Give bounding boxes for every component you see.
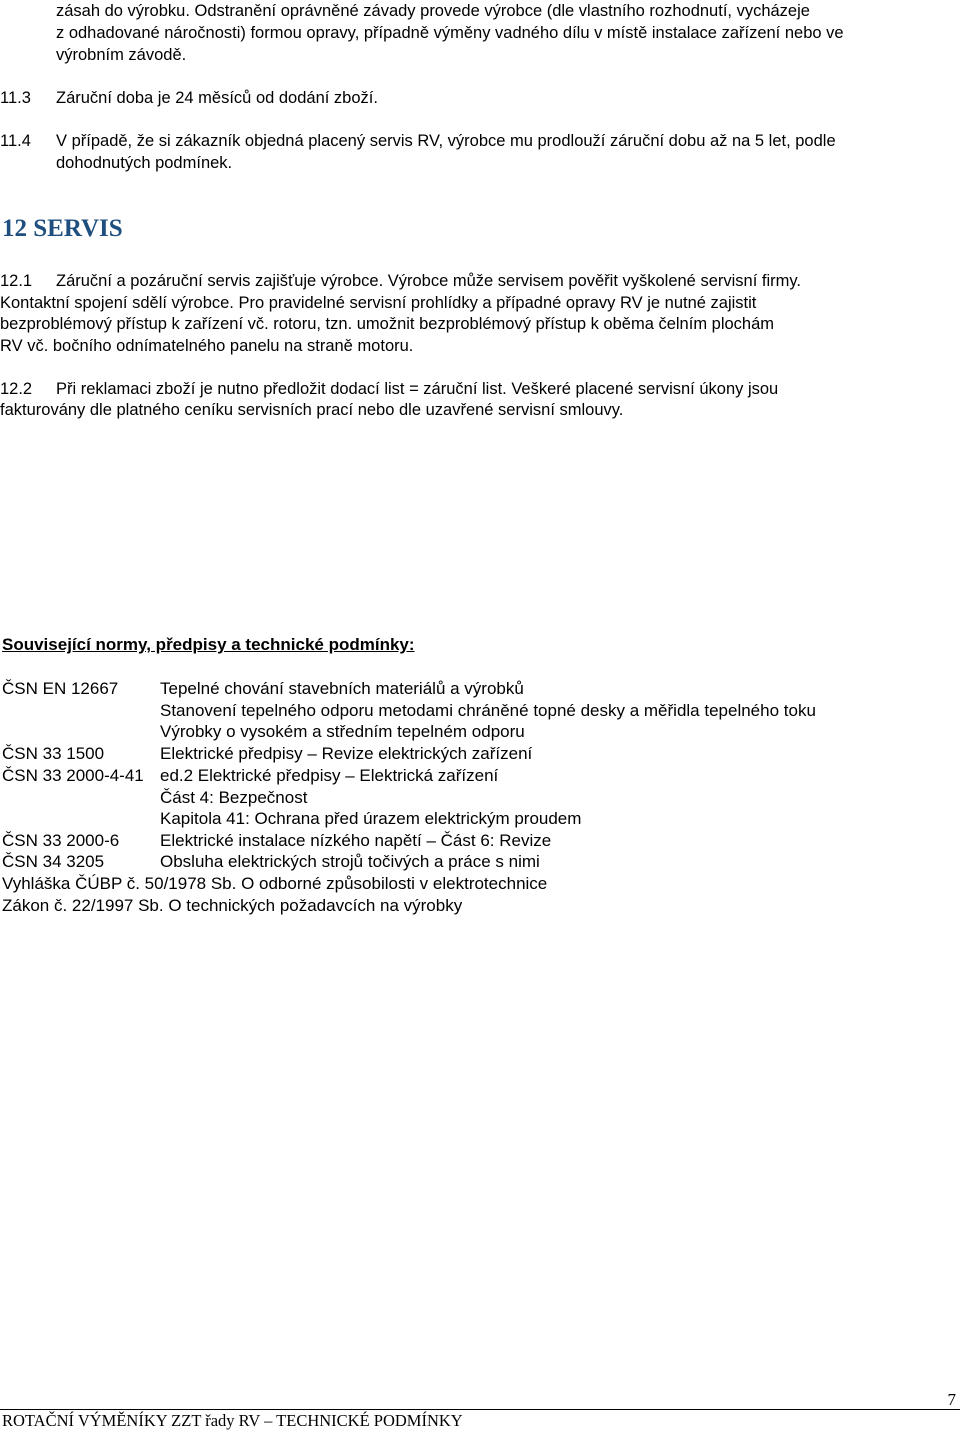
standard-description: Kapitola 41: Ochrana před úrazem elektrickým proudem <box>160 809 582 828</box>
clause-number: 12.2 <box>0 380 33 398</box>
intro-line-1: zásah do výrobku. Odstranění oprávněné závady provede výrobce (dle vlastního rozhodnutí, vycházeje <box>56 2 810 20</box>
footer-title: ROTAČNÍ VÝMĚNÍKY ZZT řady RV – TECHNICKÉ PODMÍNKY <box>2 1411 463 1430</box>
clause-line-1: Záruční a pozáruční servis zajišťuje výrobce. Výrobce může servisem pověřit vyškolené servisní firmy. <box>56 272 801 290</box>
clause-line-2: fakturovány dle platného ceníku servisních prací nebo dle uzavřené servisní smlouvy. <box>0 401 624 419</box>
clause-line-2: Kontaktní spojení sdělí výrobce. Pro pravidelné servisní prohlídky a případné opravy RV je nutné zajistit <box>0 294 757 312</box>
clause-line-2: dohodnutých podmínek. <box>56 154 233 172</box>
standard-description: Část 4: Bezpečnost <box>160 788 308 807</box>
standard-description: Tepelné chování stavebních materiálů a výrobků <box>160 679 524 698</box>
clause-text: Záruční doba je 24 měsíců od dodání zboží. <box>56 89 378 107</box>
standard-description: Výrobky o vysokém a středním tepelném odporu <box>160 722 525 741</box>
related-standards-title: Související normy, předpisy a technické podmínky: <box>2 635 415 654</box>
standard-description: Elektrické předpisy – Revize elektrických zařízení <box>160 744 533 763</box>
clause-line-4: RV vč. bočního odnímatelného panelu na straně motoru. <box>0 337 414 355</box>
standard-description: Obsluha elektrických strojů točivých a práce s nimi <box>160 852 540 871</box>
clause-number: 11.3 <box>0 89 31 107</box>
intro-line-2: z odhadované náročnosti) formou opravy, případně výměny vadného dílu v místě instalace zařízení nebo ve <box>56 24 844 42</box>
clause-line-1: V případě, že si zákazník objedná placený servis RV, výrobce mu prodlouží záruční dobu až na 5 let, podle <box>56 132 836 150</box>
clause-line-1: Při reklamaci zboží je nutno předložit dodací list = záruční list. Veškeré placené servisní úkony jsou <box>56 380 779 398</box>
standard-description: Elektrické instalace nízkého napětí – Část 6: Revize <box>160 831 552 850</box>
standard-code: ČSN 34 3205 <box>2 852 105 871</box>
standard-code: Vyhláška ČÚBP č. 50/1978 Sb. O odborné způsobilosti v elektrotechnice <box>2 874 548 893</box>
standard-code: ČSN 33 2000-4-41 <box>2 766 144 785</box>
intro-line-3: výrobním závodě. <box>56 46 187 64</box>
standard-description: Stanovení tepelného odporu metodami chráněné topné desky a měřidla tepelného toku <box>160 701 816 720</box>
clause-line-3: bezproblémový přístup k zařízení vč. rotoru, tzn. umožnit bezproblémový přístup k oběma čelním plochám <box>0 315 775 333</box>
standard-code: ČSN 33 1500 <box>2 744 105 763</box>
clause-number: 12.1 <box>0 272 33 290</box>
page-number: 7 <box>947 1390 956 1409</box>
standard-description: ed.2 Elektrické předpisy – Elektrická zařízení <box>160 766 499 785</box>
standard-code: Zákon č. 22/1997 Sb. O technických požadavcích na výrobky <box>2 896 463 915</box>
standard-code: ČSN 33 2000-6 <box>2 831 120 850</box>
section-heading-servis: 12 SERVIS <box>2 215 123 242</box>
clause-number: 11.4 <box>0 132 31 150</box>
footer-divider <box>0 1409 960 1410</box>
standard-code: ČSN EN 12667 <box>2 679 119 698</box>
